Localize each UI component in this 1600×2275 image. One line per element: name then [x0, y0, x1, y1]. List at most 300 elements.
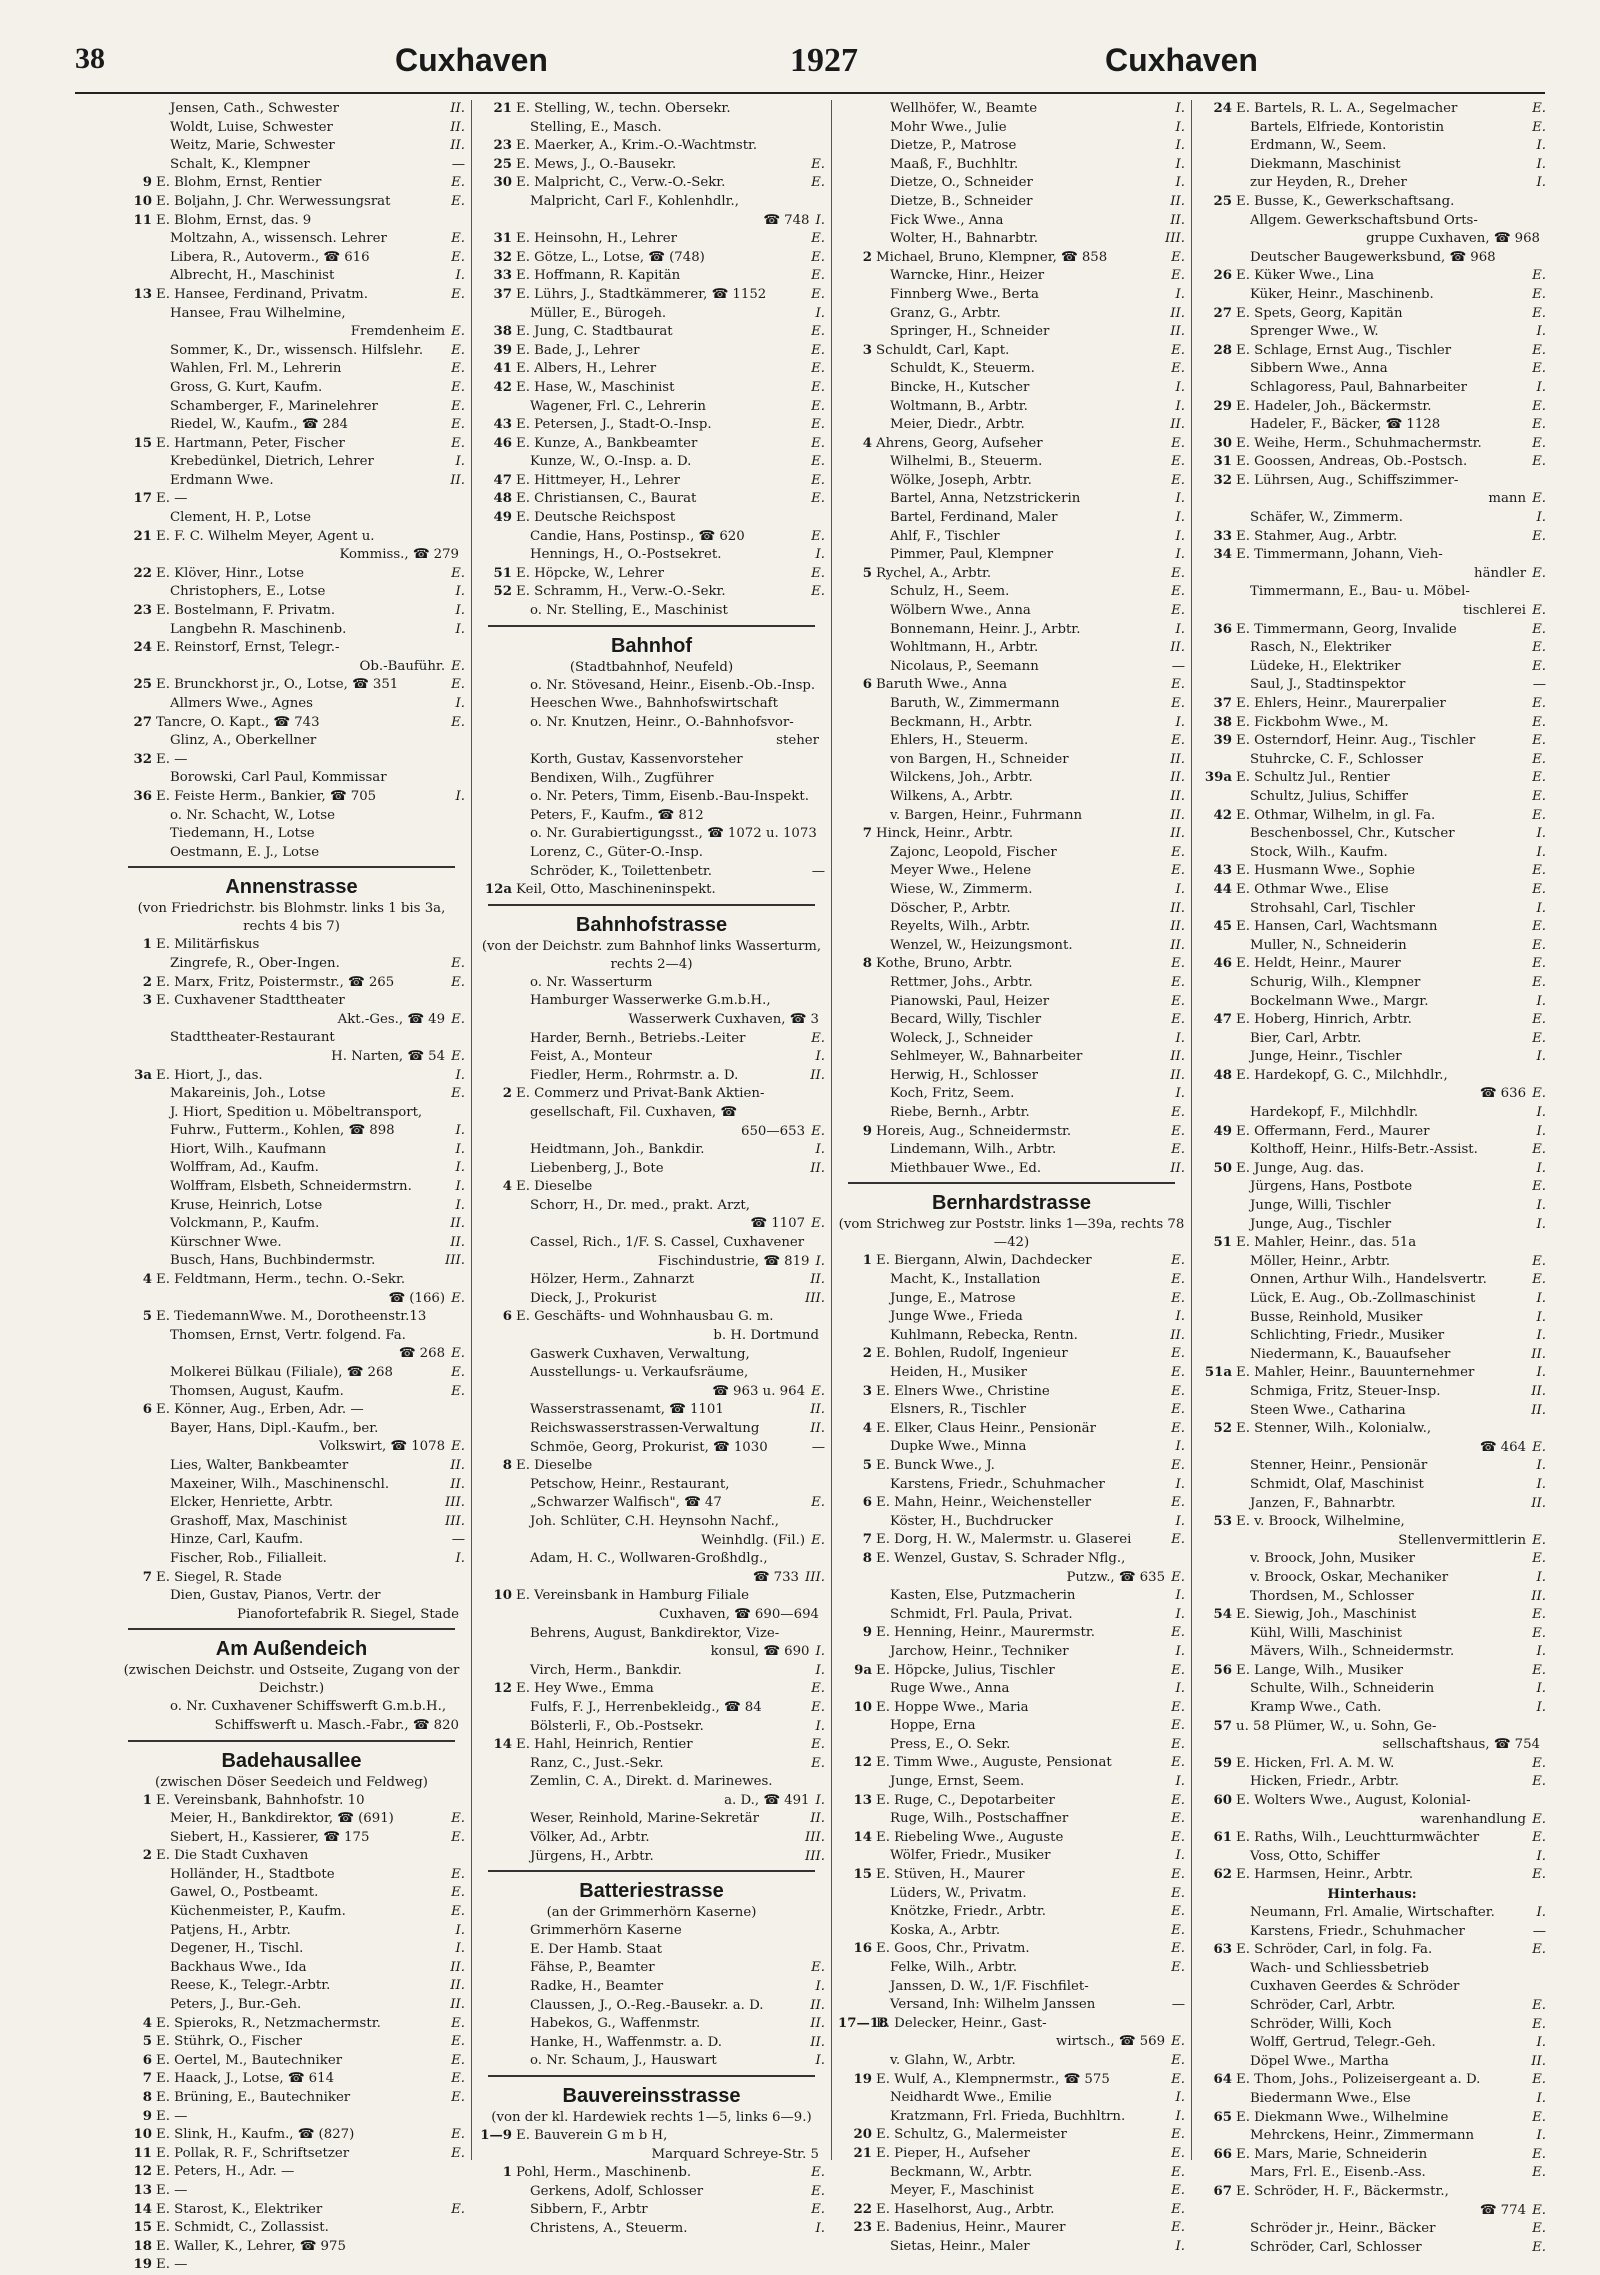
directory-entry [838, 2201, 1185, 2220]
floor-mark [1540, 1718, 1546, 1737]
floor-mark: II. [810, 2034, 825, 2050]
section-divider [128, 1628, 455, 1630]
house-number [838, 1327, 876, 1346]
resident-text: Stelling, E., Masch. [530, 119, 662, 135]
resident-text: E. Junge, Aug. das. [1236, 1160, 1365, 1176]
resident-text: E. Schlage, Ernst Aug., Tischler [1236, 342, 1452, 358]
resident-text: Petschow, Heinr., Restaurant, [530, 1476, 730, 1492]
house-number [838, 174, 876, 193]
directory-entry [118, 1011, 465, 1030]
house-number [838, 751, 876, 770]
house-number [118, 1977, 156, 1996]
house-number [1198, 1271, 1236, 1290]
house-number [478, 2052, 516, 2071]
house-number: 25 [493, 156, 512, 172]
resident-text: Bayer, Hans, Dipl.-Kaufm., ber. [170, 1420, 379, 1436]
floor-mark: E. [1171, 584, 1185, 600]
house-number [838, 1030, 876, 1049]
house-number: 19 [133, 2257, 152, 2273]
house-number: 15 [133, 435, 152, 451]
house-number: 47 [493, 472, 512, 488]
floor-mark: II. [810, 1067, 825, 1083]
subheading: Hinterhaus: [1327, 1887, 1417, 1902]
directory-entry [838, 1792, 1185, 1811]
directory-entry [1198, 955, 1546, 974]
house-number [1198, 1309, 1236, 1328]
house-number [478, 1215, 516, 1234]
resident-text: Lorenz, C., Güter-O.-Insp. [530, 844, 703, 860]
resident-text: Bartel, Ferdinand, Maler [890, 510, 1058, 526]
directory-entry [478, 1234, 825, 1253]
floor-mark: E. [1171, 2201, 1185, 2217]
directory-entry [1198, 1085, 1546, 1104]
directory-entry [1198, 1606, 1546, 1625]
directory-entry [838, 416, 1185, 435]
directory-entry [118, 1197, 465, 1216]
house-number [478, 825, 516, 844]
directory-entry [118, 1104, 465, 1123]
resident-text: Wach- und Schliessbetrieb [1250, 1960, 1429, 1976]
header-year: 1927 [790, 42, 858, 79]
house-number [838, 621, 876, 640]
house-number: 42 [1213, 807, 1232, 823]
directory-entry [1198, 1216, 1546, 1235]
street-heading: Badehausallee [221, 1749, 362, 1772]
resident-text: Wolffram, Elsbeth, Schneidermstrn. [170, 1179, 412, 1195]
floor-mark: E. [1171, 1941, 1185, 1957]
directory-entry [118, 1587, 465, 1606]
resident-text: Karstens, Friedr., Schuhmacher [1250, 1923, 1465, 1939]
directory-entry [838, 1624, 1185, 1643]
resident-text: Meyer, F., Maschinist [890, 2183, 1034, 2199]
directory-entry [838, 1959, 1185, 1978]
floor-mark [1540, 2183, 1546, 2202]
house-number [1198, 1588, 1236, 1607]
directory-entry [838, 1717, 1185, 1736]
house-number: 4 [502, 1179, 512, 1195]
resident-text: E. Goos, Chr., Privatm. [876, 1941, 1030, 1957]
floor-mark: E. [451, 361, 465, 377]
floor-mark: E. [1532, 2109, 1546, 2125]
floor-mark [819, 1513, 825, 1532]
directory-entry [838, 2052, 1185, 2071]
street-note: (Stadtbahnhof, Neufeld) [569, 659, 734, 675]
floor-mark: I. [1175, 714, 1185, 730]
house-number: 32 [1213, 472, 1232, 488]
floor-mark: E. [1532, 770, 1546, 786]
house-number [478, 1067, 516, 1086]
directory-entry [118, 2033, 465, 2052]
directory-entry [838, 2182, 1185, 2201]
floor-mark: E. [1171, 268, 1185, 284]
house-number [838, 900, 876, 919]
resident-text: Hennings, H., O.-Postsekret. [530, 547, 722, 563]
house-number [478, 398, 516, 417]
house-number [118, 360, 156, 379]
house-number [478, 1439, 516, 1458]
floor-mark: E. [1171, 1365, 1185, 1380]
floor-mark [1540, 1513, 1546, 1532]
directory-entry [1198, 825, 1546, 844]
directory-entry [1198, 490, 1546, 509]
directory-entry [838, 2164, 1185, 2183]
resident-text: E. Christiansen, C., Baurat [516, 491, 697, 507]
directory-entry [478, 1104, 825, 1123]
floor-mark: E. [451, 342, 465, 358]
floor-mark: E. [1171, 1662, 1185, 1678]
house-number: 36 [133, 788, 152, 804]
directory-entry [478, 677, 825, 696]
resident-text: Kramp Wwe., Cath. [1250, 1700, 1382, 1716]
directory-entry [838, 695, 1185, 714]
house-number [118, 119, 156, 138]
directory-entry [118, 1513, 465, 1532]
resident-text: Köster, H., Buchdrucker [890, 1513, 1053, 1529]
house-number: 56 [1213, 1662, 1232, 1678]
resident-text: E. Haack, J., Lotse, ☎ 614 [156, 2071, 335, 2087]
floor-mark: I. [815, 1979, 825, 1995]
house-number [118, 1996, 156, 2015]
resident-text: Felke, Wilh., Arbtr. [890, 1960, 1018, 1975]
resident-text: Wiese, W., Zimmerm. [890, 881, 1033, 897]
house-number [118, 509, 156, 528]
resident-text: Jürgens, H., Arbtr. [530, 1848, 654, 1864]
directory-entry [478, 249, 825, 268]
resident-text: Akt.-Ges., ☎ 49 [337, 1011, 446, 1027]
directory-entry [118, 342, 465, 361]
house-number [478, 1383, 516, 1402]
house-number [1198, 1569, 1236, 1588]
directory-entry [1198, 2071, 1546, 2090]
house-number: 30 [493, 175, 512, 191]
house-number [118, 1327, 156, 1346]
resident-text: Thordsen, M., Schlosser [1250, 1588, 1414, 1604]
floor-mark: I. [1536, 324, 1546, 340]
floor-mark: I. [455, 696, 465, 711]
house-number: 3 [862, 1383, 872, 1399]
directory-entry [118, 1345, 465, 1364]
resident-text: Albrecht, H., Maschinist [170, 268, 335, 284]
floor-mark [819, 1178, 825, 1197]
resident-text: Ahlf, F., Tischler [890, 528, 1000, 544]
house-number [1198, 119, 1236, 138]
floor-mark: I. [1175, 2238, 1185, 2254]
house-number [118, 453, 156, 472]
directory-entry [478, 1829, 825, 1848]
floor-mark [459, 1606, 465, 1625]
resident-text: Baruth Wwe., Anna [876, 677, 1008, 693]
resident-text: Pimmer, Paul, Klempner [890, 547, 1054, 563]
resident-text: Wilhelmi, B., Steuerm. [890, 454, 1043, 470]
floor-mark: I. [455, 1141, 465, 1157]
resident-text: E. Marx, Fritz, Poistermstr., ☎ 265 [156, 974, 395, 990]
directory-entry [478, 379, 825, 398]
resident-text: Schröder, Carl, Arbtr. [1250, 1997, 1396, 2013]
resident-text: Sprenger Wwe., W. [1250, 324, 1379, 340]
floor-mark: E. [451, 193, 465, 209]
directory-entry [1198, 342, 1546, 361]
floor-mark: I. [1536, 900, 1546, 916]
directory-entry [118, 100, 465, 119]
floor-mark: II. [1170, 1067, 1185, 1083]
floor-mark: I. [815, 1049, 825, 1065]
house-number [838, 1810, 876, 1829]
floor-mark: II. [810, 1811, 825, 1827]
directory-entry [478, 230, 825, 249]
directory-entry [118, 2256, 465, 2275]
resident-text: Wenzel, W., Heizungsmont. [890, 937, 1073, 953]
floor-mark: II. [1170, 788, 1185, 804]
house-number [478, 1569, 516, 1588]
directory-entry [478, 490, 825, 509]
floor-mark [459, 509, 465, 528]
floor-mark: E. [811, 528, 825, 544]
house-number [838, 695, 876, 714]
house-number [838, 379, 876, 398]
street-note: (von der kl. Hardewiek rechts 1—5, links 6—9.) [491, 2110, 812, 2125]
house-number [1198, 1457, 1236, 1476]
floor-mark: I. [1536, 1198, 1546, 1214]
resident-text: E. Delecker, Heinr., Gast- [876, 2015, 1047, 2031]
resident-text: Grimmerhörn Kaserne [530, 1923, 682, 1939]
floor-mark: I. [1175, 547, 1185, 563]
resident-text: o. Nr. Schacht, W., Lotse [170, 807, 335, 823]
resident-text: E. v. Broock, Wilhelmine, [1236, 1514, 1405, 1530]
house-number [478, 1476, 516, 1495]
house-number [1198, 658, 1236, 677]
floor-mark: E. [451, 2145, 465, 2161]
resident-text: E. Reinstorf, Ernst, Telegr.- [156, 640, 340, 656]
directory-entry [478, 1346, 825, 1365]
floor-mark: E. [451, 714, 465, 730]
resident-text: Volckmann, P., Kaufm. [170, 1216, 320, 1232]
floor-mark: II. [1170, 751, 1185, 767]
resident-text: Stock, Wilh., Kaufm. [1250, 844, 1388, 860]
floor-mark: E. [451, 1365, 465, 1380]
house-number: 22 [853, 2201, 872, 2217]
directory-entry [478, 2127, 825, 2146]
resident-text: Niedermann, K., Bauaufseher [1250, 1346, 1451, 1362]
directory-entry [1198, 900, 1546, 919]
floor-mark: E. [1532, 937, 1546, 953]
floor-mark: II. [1531, 1383, 1546, 1399]
directory-entry [1198, 974, 1546, 993]
floor-mark: I. [1536, 1569, 1546, 1585]
resident-text: E. Brüning, E., Bautechniker [156, 2090, 351, 2105]
floor-mark: II. [1170, 770, 1185, 786]
floor-mark: E. [811, 1737, 825, 1753]
directory-entry [838, 286, 1185, 305]
resident-text: E. Waller, K., Lehrer, ☎ 975 [156, 2238, 346, 2254]
directory-entry [838, 1030, 1185, 1049]
floor-mark: I. [1536, 1476, 1546, 1492]
house-number: 41 [493, 361, 512, 377]
house-number [478, 1848, 516, 1867]
resident-text: E. Vereinsbank in Hamburg Filiale [516, 1588, 749, 1604]
resident-text: Müller, E., Bürogeh. [530, 305, 667, 321]
directory-entry [1198, 1588, 1546, 1607]
floor-mark: E. [1171, 2071, 1185, 2087]
directory-entry [838, 1141, 1185, 1160]
floor-mark [1540, 1234, 1546, 1253]
section-divider [488, 625, 815, 627]
directory-entry [478, 1997, 825, 2016]
house-number [1198, 900, 1236, 919]
resident-text: o. Nr. Peters, Timm, Eisenb.-Bau-Inspekt. [530, 789, 809, 805]
resident-text: E. Feiste Herm., Bankier, ☎ 705 [156, 788, 377, 804]
directory-entry [1198, 1011, 1546, 1030]
house-number [1198, 1773, 1236, 1792]
resident-text: Wolffram, Ad., Kaufm. [170, 1160, 319, 1176]
house-number [478, 1699, 516, 1718]
resident-text: E. Timmermann, Johann, Vieh- [1236, 547, 1443, 563]
resident-text: E. Schultz, G., Malermeister [876, 2127, 1067, 2143]
directory-entry [1198, 1141, 1546, 1160]
floor-mark: E. [1171, 2220, 1185, 2236]
directory-entry [838, 807, 1185, 826]
floor-mark: I. [815, 212, 825, 228]
resident-text: E. Dorg, H. W., Malermstr. u. Glaserei [876, 1532, 1132, 1548]
street-heading: Bernhardstrasse [932, 1192, 1091, 1215]
house-number [1198, 230, 1236, 249]
house-number [838, 100, 876, 119]
floor-mark: I. [1175, 510, 1185, 526]
resident-text: Schamberger, F., Marinelehrer [170, 398, 378, 414]
house-number: 5 [142, 1309, 152, 1325]
resident-text: ☎ 733 [752, 1569, 800, 1585]
floor-mark: E. [1532, 788, 1546, 804]
directory-entry [118, 1606, 465, 1625]
resident-text: Maaß, F., Buchhltr. [890, 156, 1019, 172]
resident-text: Junge Wwe., Frieda [890, 1309, 1023, 1325]
resident-text: E. Pieper, H., Aufseher [876, 2145, 1030, 2161]
house-number: 12a [484, 882, 512, 898]
resident-text: E. Spieroks, R., Netzmachermstr. [156, 2015, 381, 2031]
house-number: 23 [853, 2220, 872, 2236]
directory-entry [838, 1922, 1185, 1941]
house-number [118, 769, 156, 788]
house-number [118, 398, 156, 417]
house-number: 3a [134, 1067, 152, 1083]
resident-text: Wolter, H., Bahnarbtr. [890, 231, 1038, 247]
house-number: 13 [853, 1792, 872, 1808]
resident-text: E. Bohlen, Rudolf, Ingenieur [876, 1346, 1068, 1362]
floor-mark: E. [1171, 956, 1185, 972]
floor-mark: II. [450, 1234, 465, 1250]
directory-entry [118, 1438, 465, 1457]
directory-entry [838, 751, 1185, 770]
house-number [838, 1717, 876, 1736]
directory-entry [1198, 1792, 1546, 1811]
resident-text: Rychel, A., Arbtr. [876, 565, 992, 581]
house-number: 3 [142, 993, 152, 1009]
resident-text: Pohl, Herm., Maschinenb. [516, 2165, 692, 2181]
resident-text: Wölke, Joseph, Arbtr. [890, 472, 1032, 488]
resident-text: E. Diekmann Wwe., Wilhelmine [1236, 2109, 1449, 2125]
resident-text: Busch, Hans, Buchbindermstr. [170, 1253, 376, 1269]
resident-text: Claussen, J., O.-Reg.-Bausekr. a. D. [530, 1997, 764, 2013]
header-left-title: Cuxhaven [395, 42, 548, 78]
resident-text: E. — [156, 2257, 188, 2273]
directory-entry [1198, 509, 1546, 528]
house-number [118, 1104, 156, 1123]
resident-text: E. Timm Wwe., Auguste, Pensionat [876, 1755, 1112, 1771]
resident-text: E. Timmermann, Georg, Invalide [1236, 621, 1457, 637]
house-number [478, 119, 516, 138]
house-number [838, 490, 876, 509]
directory-entry [478, 844, 825, 863]
house-number [118, 1159, 156, 1178]
floor-mark: E. [451, 1346, 465, 1362]
floor-mark: E. [451, 1811, 465, 1827]
directory-entry [118, 769, 465, 788]
house-number [838, 1048, 876, 1067]
directory-entry [1198, 1960, 1546, 1979]
floor-mark: II. [450, 1457, 465, 1473]
street-heading: Bahnhof [610, 634, 693, 657]
house-number [838, 807, 876, 826]
house-number: 22 [133, 565, 152, 581]
house-number [1198, 1550, 1236, 1569]
house-number [118, 1606, 156, 1625]
directory-entry [1198, 1327, 1546, 1346]
resident-text: E. Blohm, Ernst, Rentier [156, 175, 322, 191]
resident-text: zur Heyden, R., Dreher [1250, 175, 1407, 191]
directory-entry [838, 1067, 1185, 1086]
resident-text: Ruge Wwe., Anna [890, 1681, 1010, 1697]
floor-mark: E. [1171, 2127, 1185, 2143]
house-number [838, 2089, 876, 2108]
floor-mark: E. [451, 2052, 465, 2068]
directory-entry [118, 2201, 465, 2220]
floor-mark: E. [811, 454, 825, 470]
resident-text: Finnberg Wwe., Berta [890, 286, 1039, 302]
directory-entry [1198, 2239, 1546, 2258]
directory-entry [1198, 621, 1546, 640]
resident-text: Reyelts, Wilh., Arbtr. [890, 919, 1031, 935]
resident-text: v. Broock, Oskar, Mechaniker [1250, 1569, 1449, 1585]
floor-mark: II. [1170, 1049, 1185, 1065]
floor-mark: E. [1532, 2239, 1546, 2255]
resident-text: E. Mahler, Heinr., das. 51a [1236, 1235, 1417, 1251]
floor-mark: E. [1171, 1867, 1185, 1883]
directory-entry [118, 1940, 465, 1959]
house-number [118, 1717, 156, 1736]
house-number: 49 [1213, 1123, 1232, 1139]
floor-mark: E. [1171, 863, 1185, 879]
resident-text: Nicolaus, P., Seemann [890, 658, 1039, 674]
resident-text: Zemlin, C. A., Direkt. d. Marinewes. [530, 1774, 773, 1790]
house-number [478, 677, 516, 696]
directory-entry [118, 695, 465, 714]
resident-text: Heidtmann, Joh., Bankdir. [530, 1142, 705, 1158]
house-number: 9 [142, 175, 152, 191]
directory-entry [1198, 174, 1546, 193]
house-number: 20 [853, 2127, 872, 2143]
floor-mark [459, 546, 465, 565]
house-number: 54 [1213, 1607, 1232, 1623]
resident-text: E. Schramm, H., Verw.-O.-Sekr. [516, 584, 726, 600]
floor-mark: II. [450, 1978, 465, 1994]
directory-entry [838, 1011, 1185, 1030]
house-number [118, 844, 156, 863]
floor-mark: I. [815, 2053, 825, 2069]
directory-entry [1198, 1178, 1546, 1197]
house-number [118, 1122, 156, 1141]
house-number [838, 1773, 876, 1792]
house-number [118, 1197, 156, 1216]
floor-mark: E. [1171, 1699, 1185, 1715]
